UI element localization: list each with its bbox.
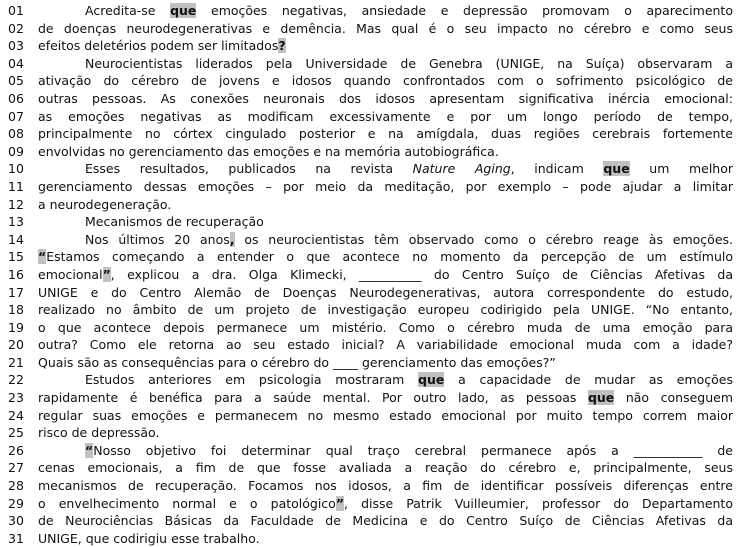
line-number: 04 (8, 55, 24, 71)
text-run: , indicam (510, 161, 604, 177)
text-run: risco de depressão. (38, 425, 160, 441)
line-number: 03 (8, 38, 24, 54)
line-text (38, 424, 733, 442)
line-number: 01 (8, 3, 24, 18)
text-run: UNIGE, que codirigiu esse trabalho. (38, 530, 260, 546)
text-run: UNIGE e do Centro Alemão de Doenças Neurodegenerativas, autora correspondente do estudo, (38, 284, 733, 300)
text-line (0, 424, 738, 442)
line-text (38, 301, 733, 319)
text-run: mecanismos de recuperação. Focamos nos idosos, a fim de identificar possíveis diferenças entre (38, 478, 733, 494)
line-text (38, 143, 733, 161)
text-run: um melhor (629, 161, 733, 177)
line-number: 18 (8, 302, 24, 318)
line-text (38, 90, 733, 108)
highlighted-token: que (418, 372, 445, 388)
line-number: 02 (8, 20, 24, 36)
text-run: efeitos deletérios podem ser limitados (38, 38, 279, 54)
text-run: o que acontece depois permanece um mistério. Como o cérebro muda de uma emoção para (38, 319, 733, 335)
text-run: Nos últimos 20 anos (85, 231, 230, 247)
text-run: rapidamente é benéfica para a saúde mental. Por outro lado, as pessoas (38, 390, 588, 406)
line-text (38, 108, 733, 126)
text-run: , disse Patrik Vuilleumier, professor do Departamento (344, 495, 733, 511)
text-line (0, 213, 738, 231)
highlighted-token: , (229, 231, 235, 247)
line-number: 24 (8, 407, 24, 423)
line-number: 30 (8, 513, 24, 529)
text-line (0, 55, 738, 73)
text-run: Acredita-se (85, 3, 171, 18)
text-run: realizado no âmbito de um projeto de investigação europeu codirigido pela UNIGE. “No entanto, (38, 302, 733, 318)
text-line (0, 72, 738, 90)
line-number: 12 (8, 196, 24, 212)
text-line (0, 530, 738, 547)
line-text (38, 231, 733, 249)
text-run: Estamos começando a entender o que acontece no momento da percepção de um estímulo (46, 249, 733, 265)
line-text (38, 477, 733, 495)
line-text (38, 248, 733, 266)
text-line (0, 512, 738, 530)
line-number: 25 (8, 425, 24, 441)
line-text (38, 530, 733, 547)
line-text (38, 319, 733, 337)
text-line (0, 178, 738, 196)
line-number: 21 (8, 354, 24, 370)
line-text (38, 20, 733, 38)
line-number: 31 (8, 530, 24, 546)
text-run: de doenças neurodegenerativas e demência. Mas qual é o seu impacto no cérebro e como seus (38, 20, 733, 36)
text-line (0, 336, 738, 354)
text-line (0, 284, 738, 302)
text-line (0, 266, 738, 284)
text-run: Esses resultados, publicados na revista (85, 161, 413, 177)
text-run: cenas emocionais, a fim de que fosse avaliada a reação do cérebro e, principalmente, seus (38, 460, 733, 476)
text-line (0, 442, 738, 460)
line-number: 28 (8, 478, 24, 494)
line-text (38, 512, 733, 530)
text-line (0, 477, 738, 495)
text-run: Neurocientistas liderados pela Universidade de Genebra (UNIGE, na Suíça) observaram a (85, 55, 733, 71)
text-line (0, 301, 738, 319)
text-line (0, 248, 738, 266)
text-line (0, 196, 738, 214)
line-number: 22 (8, 372, 24, 388)
text-run: emocional (38, 266, 103, 282)
text-run: regular suas emoções e permanecem no mesmo estado emocional por muito tempo correm maior (38, 407, 733, 423)
text-run: as emoções negativas as modificam excessivamente e por um longo período de tempo, (38, 108, 733, 124)
line-text (38, 196, 733, 214)
text-line (0, 319, 738, 337)
text-run: Estudos anteriores em psicologia mostraram (85, 372, 419, 388)
highlighted-token: “ (85, 442, 94, 458)
text-line (0, 2, 738, 20)
line-text (38, 125, 733, 143)
highlighted-token: ” (335, 495, 345, 511)
line-number: 11 (8, 178, 24, 194)
text-line (0, 407, 738, 425)
line-number: 15 (8, 249, 24, 265)
italic-journal-name: Nature Aging (412, 161, 511, 177)
line-number: 14 (8, 231, 24, 247)
line-number: 27 (8, 460, 24, 476)
line-text (38, 336, 733, 354)
line-text (38, 213, 733, 231)
text-line (0, 143, 738, 161)
line-text (38, 55, 733, 73)
text-run: Mecanismos de recuperação (85, 214, 264, 230)
text-run: de Neurociências Básicas da Faculdade de Medicina e do Centro Suíço de Ciências Afetivas da (38, 513, 733, 529)
line-number: 06 (8, 90, 24, 106)
text-run: os neurocientistas têm observado como o cérebro reage às emoções. (234, 231, 733, 247)
text-run: Quais são as consequências para o cérebro do ____ gerenciamento das emoções?” (38, 354, 556, 370)
text-run: envolvidas no gerenciamento das emoções e na memória autobiográfica. (38, 143, 499, 159)
text-line (0, 389, 738, 407)
highlighted-token: que (170, 3, 197, 18)
text-run: gerenciamento dessas emoções – por meio da meditação, por exemplo – pode ajudar a limitar (38, 178, 733, 194)
text-line (0, 20, 738, 38)
text-line (0, 37, 738, 55)
text-line (0, 495, 738, 513)
highlighted-token: “ (38, 249, 47, 265)
line-number: 16 (8, 266, 24, 282)
line-text (38, 284, 733, 302)
text-run: ativação do cérebro de jovens e idosos quando confrontados com o sofrimento psicológico de (38, 73, 733, 89)
text-run: , explicou a dra. Olga Klimecki, __________ do Centro Suíço de Ciências Afetivas da (110, 266, 733, 282)
line-text (38, 389, 733, 407)
line-number: 17 (8, 284, 24, 300)
text-run: não conseguem (614, 390, 733, 406)
line-number: 20 (8, 337, 24, 353)
line-text (38, 459, 733, 477)
line-text (38, 371, 733, 389)
line-number: 08 (8, 126, 24, 142)
highlighted-token: ? (278, 38, 286, 54)
line-text (38, 354, 733, 372)
line-number: 19 (8, 319, 24, 335)
text-line (0, 125, 738, 143)
text-line (0, 459, 738, 477)
line-number: 10 (8, 161, 24, 177)
line-text (38, 72, 733, 90)
highlighted-token: ” (102, 266, 111, 282)
line-number: 09 (8, 143, 24, 159)
text-run: outras pessoas. As conexões neuronais dos idosos apresentam significativa inércia emocional: (38, 90, 733, 106)
line-number: 23 (8, 390, 24, 406)
line-number: 26 (8, 442, 24, 458)
line-text (38, 37, 733, 55)
text-run: Nosso objetivo foi determinar qual traço cerebral permanece após a ___________ de (93, 442, 733, 458)
highlighted-token: que (587, 390, 615, 406)
text-line (0, 354, 738, 372)
text-line (0, 160, 738, 178)
line-number: 07 (8, 108, 24, 124)
line-number: 13 (8, 214, 24, 230)
text-run: outra? Como ele retorna ao seu estado inicial? A variabilidade emocional muda com a idade? (38, 337, 733, 353)
text-run: o envelhecimento normal e o patológico (38, 495, 336, 511)
text-line (0, 231, 738, 249)
text-run: a capacidade de mudar as emoções (444, 372, 733, 388)
text-line (0, 371, 738, 389)
line-text (38, 442, 733, 460)
line-text (38, 495, 733, 513)
line-text (38, 407, 733, 425)
line-text (38, 160, 733, 178)
line-text (38, 178, 733, 196)
line-text (38, 2, 733, 20)
highlighted-token: que (603, 161, 630, 177)
text-line (0, 90, 738, 108)
text-run: principalmente no córtex cingulado posterior e na amígdala, duas regiões cerebrais fortemente (38, 126, 733, 142)
line-number: 29 (8, 495, 24, 511)
text-run: a neurodegeneração. (38, 196, 172, 212)
line-text (38, 266, 733, 284)
line-number: 05 (8, 73, 24, 89)
text-line (0, 108, 738, 126)
text-run: emoções negativas, ansiedade e depressão promovam o aparecimento (196, 3, 733, 18)
